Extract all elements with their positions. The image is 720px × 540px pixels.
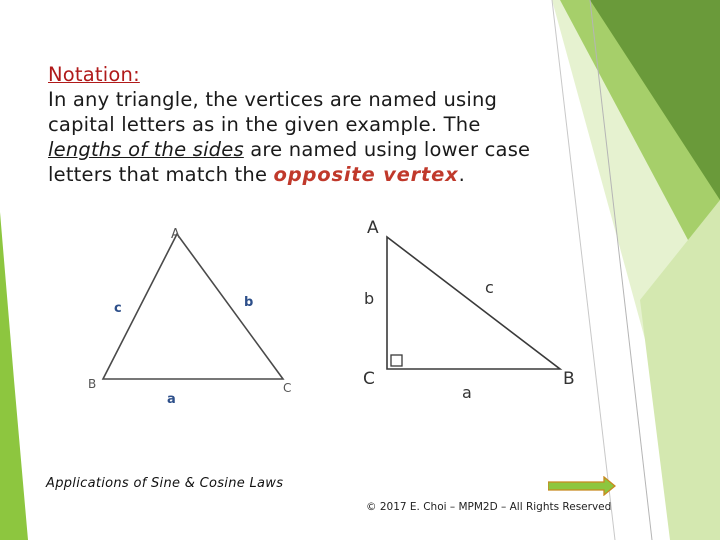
next-arrow-shape[interactable] <box>548 477 615 495</box>
t1-side-c: c <box>114 301 122 316</box>
t1-vertex-c: C <box>283 381 292 395</box>
t1-side-a: a <box>167 392 176 407</box>
para-line-1: In any triangle, the vertices are named using <box>48 88 498 111</box>
t2-side-a: a <box>462 383 472 402</box>
para-line-4 <box>48 162 608 187</box>
t2-vertex-b: B <box>563 369 575 389</box>
para-line-2: capital letters as in the given example. The <box>48 113 481 136</box>
t2-side-b: b <box>364 289 375 308</box>
t2-side-c: c <box>485 278 494 297</box>
para-line-4-start: letters that match the <box>48 163 274 186</box>
right-arrow-icon[interactable] <box>548 476 616 496</box>
opposite-vertex-emphasis: opposite vertex <box>273 163 459 186</box>
notation-heading: Notation: <box>48 63 140 86</box>
right-angle-marker <box>391 355 402 366</box>
left-green-triangle <box>0 212 28 540</box>
triangle-figure-2 <box>355 212 595 407</box>
notation-text <box>48 62 608 187</box>
triangle-figure-1 <box>80 220 310 410</box>
para-line-3-rest: are named using lower case <box>243 138 531 161</box>
triangle-1-shape <box>103 234 283 379</box>
triangle-2-shape <box>387 237 560 369</box>
t2-vertex-a: A <box>367 218 379 238</box>
t1-vertex-a: A <box>171 227 180 242</box>
para-line-3 <box>48 137 608 162</box>
t2-vertex-c: C <box>363 369 375 389</box>
footer-title: Applications of Sine & Cosine Laws <box>46 476 284 491</box>
copyright-notice: © 2017 E. Choi – MPM2D – All Rights Reserved <box>366 501 612 513</box>
t1-vertex-b: B <box>88 377 97 391</box>
sides-emphasis: lengths of the sides <box>48 138 244 161</box>
t1-side-b: b <box>244 295 254 310</box>
para-line-4-end: . <box>458 163 465 186</box>
